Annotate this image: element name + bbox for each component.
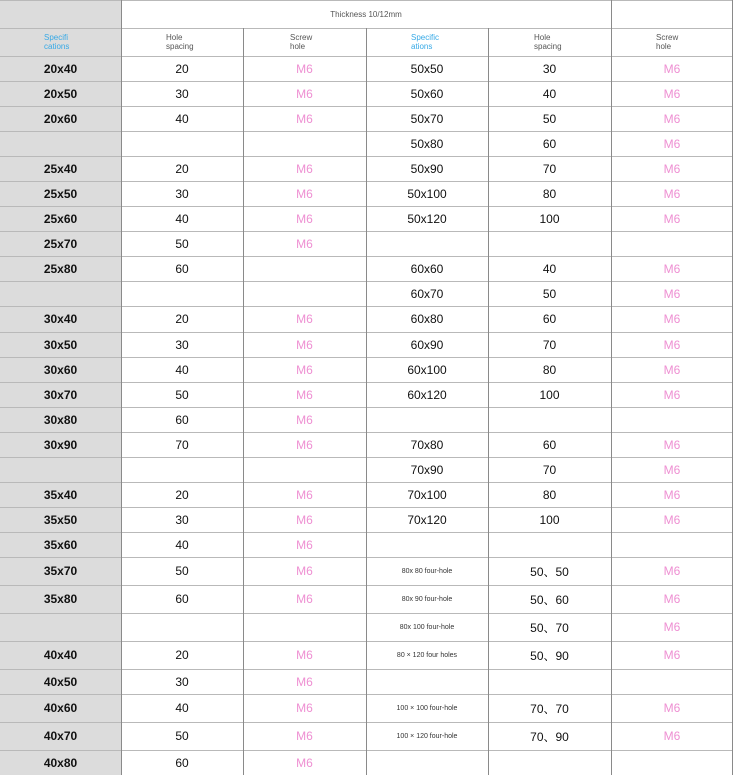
spec-cell — [0, 613, 121, 641]
spec-cell: 35x70 — [0, 557, 121, 585]
hole-spacing-cell: 60 — [175, 412, 189, 427]
hole-spacing-cell-2 — [488, 750, 611, 775]
screw-hole-cell-2: M6 — [663, 61, 681, 76]
screw-hole-cell: M6 — [296, 564, 313, 578]
hole-spacing-cell: 50 — [175, 387, 189, 402]
spec-cell-2: 50x50 — [410, 61, 444, 76]
spec-cell: 20x50 — [0, 81, 121, 106]
thickness-header: Thickness 10/12mm — [330, 9, 402, 19]
hole-spacing-cell-2: 100 — [539, 387, 560, 402]
hole-spacing-cell-2: 40 — [542, 86, 557, 101]
hole-spacing-cell-2: 60 — [542, 312, 557, 326]
spec-cell-2: 50x90 — [410, 161, 444, 176]
header-hole-spacing: Hole spacing — [166, 33, 194, 51]
screw-hole-cell-2: M6 — [663, 512, 681, 527]
hole-spacing-cell-2: 50、90 — [530, 648, 569, 663]
hole-spacing-cell-2: 30 — [542, 61, 557, 76]
spec-cell-2: 80 × 120 four holes — [396, 651, 458, 659]
spec-cell-2: 60x120 — [407, 387, 447, 402]
screw-hole-cell: M6 — [296, 387, 313, 402]
spec-cell: 25x80 — [0, 256, 121, 281]
column-divider — [611, 0, 612, 775]
header-corner-cell — [0, 0, 121, 28]
screw-hole-cell: M6 — [296, 755, 313, 770]
spec-cell-2: 60x70 — [410, 286, 444, 301]
spec-cell-2: 100 × 100 four-hole — [396, 704, 458, 712]
spec-cell: 35x60 — [0, 532, 121, 557]
hole-spacing-cell-2: 70 — [542, 337, 557, 352]
hole-spacing-cell: 30 — [175, 186, 189, 201]
spec-cell: 40x50 — [0, 669, 121, 694]
hole-spacing-cell-2: 50 — [542, 286, 557, 301]
hole-spacing-cell-2: 70 — [542, 161, 557, 176]
spec-cell-2: 70x100 — [407, 487, 447, 502]
row-divider — [0, 0, 733, 1]
screw-hole-cell-2: M6 — [663, 136, 681, 151]
screw-hole-cell: M6 — [296, 61, 313, 76]
header-specifications-2: Specific ations — [411, 33, 440, 51]
hole-spacing-cell: 50 — [175, 236, 189, 251]
hole-spacing-cell: 50 — [175, 729, 189, 743]
screw-hole-cell: M6 — [296, 648, 313, 662]
screw-hole-cell — [243, 256, 366, 281]
screw-hole-cell-2: M6 — [663, 487, 681, 502]
hole-spacing-cell — [121, 281, 243, 306]
hole-spacing-cell-2: 50、70 — [530, 620, 569, 635]
screw-hole-cell-2: M6 — [663, 161, 681, 176]
screw-hole-cell-2: M6 — [663, 312, 681, 326]
header-screw-hole-cell-2 — [611, 28, 733, 56]
hole-spacing-cell: 30 — [175, 512, 189, 527]
spec-cell-2: 50x60 — [410, 86, 444, 101]
screw-hole-cell-2: M6 — [663, 362, 681, 377]
header-hole-spacing-2: Hole spacing — [534, 33, 562, 51]
screw-hole-cell: M6 — [296, 592, 313, 606]
screw-hole-cell-2: M6 — [663, 729, 681, 743]
screw-hole-cell-2: M6 — [663, 111, 681, 126]
spec-cell — [0, 281, 121, 306]
screw-hole-cell — [243, 281, 366, 306]
screw-hole-cell-2: M6 — [663, 701, 681, 715]
spec-cell: 25x60 — [0, 206, 121, 231]
spec-cell: 30x70 — [0, 382, 121, 407]
hole-spacing-cell: 20 — [175, 61, 189, 76]
spec-cell: 25x50 — [0, 181, 121, 206]
hole-spacing-cell: 60 — [175, 261, 189, 276]
hole-spacing-cell-2 — [488, 532, 611, 557]
hole-spacing-cell-2: 80 — [542, 186, 557, 201]
spec-cell-2: 50x120 — [407, 211, 447, 226]
screw-hole-cell-2: M6 — [663, 648, 681, 662]
screw-hole-cell-2 — [611, 532, 733, 557]
spec-cell: 25x70 — [0, 231, 121, 256]
screw-hole-cell: M6 — [296, 701, 313, 715]
spec-cell: 40x70 — [0, 722, 121, 750]
header-spec-cell-2 — [366, 28, 488, 56]
hole-spacing-cell: 30 — [175, 337, 189, 352]
column-divider — [488, 28, 489, 775]
header-hole-spacing-cell-2 — [488, 28, 611, 56]
hole-spacing-cell: 70 — [175, 437, 189, 452]
spec-cell — [0, 457, 121, 482]
screw-hole-cell-2 — [611, 231, 733, 256]
hole-spacing-cell: 30 — [175, 674, 189, 689]
hole-spacing-cell-2: 50、50 — [530, 564, 569, 579]
hole-spacing-cell-2: 100 — [539, 211, 560, 226]
spec-cell — [0, 131, 121, 156]
hole-spacing-cell-2: 100 — [539, 512, 560, 527]
screw-hole-cell-2: M6 — [663, 261, 681, 276]
hole-spacing-cell — [121, 613, 243, 641]
spec-cell-2: 70x80 — [410, 437, 444, 452]
header-hole-spacing-cell — [121, 28, 243, 56]
hole-spacing-cell-2 — [488, 407, 611, 432]
screw-hole-cell-2: M6 — [663, 564, 681, 578]
spec-cell: 30x90 — [0, 432, 121, 457]
header-specifications: Specifi cations — [44, 33, 70, 51]
column-divider — [366, 28, 367, 775]
spec-cell: 35x40 — [0, 482, 121, 507]
spec-cell: 35x50 — [0, 507, 121, 532]
screw-hole-cell: M6 — [296, 211, 313, 226]
hole-spacing-cell: 20 — [175, 312, 189, 326]
spec-cell-2: 80x 80 four-hole — [401, 567, 453, 575]
spec-cell: 30x80 — [0, 407, 121, 432]
screw-hole-cell: M6 — [296, 111, 313, 126]
header-screw-hole: Screw hole — [290, 33, 313, 51]
spec-cell: 20x60 — [0, 106, 121, 131]
hole-spacing-cell: 20 — [175, 161, 189, 176]
spec-cell: 30x60 — [0, 357, 121, 382]
screw-hole-cell-2: M6 — [663, 462, 681, 477]
screw-hole-cell: M6 — [296, 437, 313, 452]
hole-spacing-cell-2: 60 — [542, 437, 557, 452]
screw-hole-cell: M6 — [296, 86, 313, 101]
hole-spacing-cell: 40 — [175, 537, 189, 552]
spec-cell-2: 60x60 — [410, 261, 444, 276]
spec-cell: 30x40 — [0, 306, 121, 332]
hole-spacing-cell-2: 40 — [542, 261, 557, 276]
screw-hole-cell: M6 — [296, 362, 313, 377]
header-screw-hole-2: Screw hole — [656, 33, 679, 51]
screw-hole-cell-2 — [611, 407, 733, 432]
screw-hole-cell-2: M6 — [663, 86, 681, 101]
spec-cell: 35x80 — [0, 585, 121, 613]
screw-hole-cell: M6 — [296, 312, 313, 326]
header-spec-cell — [0, 28, 121, 56]
screw-hole-cell — [243, 457, 366, 482]
screw-hole-cell — [243, 131, 366, 156]
spec-cell-2: 70x120 — [407, 512, 447, 527]
spec-cell-2: 60x80 — [410, 312, 444, 326]
hole-spacing-cell: 60 — [175, 755, 189, 770]
screw-hole-cell: M6 — [296, 412, 313, 427]
screw-hole-cell: M6 — [296, 236, 313, 251]
hole-spacing-cell-2: 80 — [542, 362, 557, 377]
hole-spacing-cell: 60 — [175, 592, 189, 606]
hole-spacing-cell-2: 50 — [542, 111, 557, 126]
spec-cell-2: 60x90 — [410, 337, 444, 352]
spec-cell-2: 100 × 120 four-hole — [396, 732, 458, 740]
spec-cell: 40x60 — [0, 694, 121, 722]
hole-spacing-cell: 40 — [175, 211, 189, 226]
spec-cell-2: 50x100 — [407, 186, 447, 201]
screw-hole-cell-2: M6 — [663, 211, 681, 226]
spec-cell-2: 80x 90 four-hole — [401, 595, 453, 603]
spec-cell: 30x50 — [0, 332, 121, 357]
spec-cell-2: 50x80 — [410, 136, 444, 151]
hole-spacing-cell-2: 80 — [542, 487, 557, 502]
column-divider — [243, 28, 244, 775]
screw-hole-cell-2: M6 — [663, 337, 681, 352]
screw-hole-cell — [243, 613, 366, 641]
hole-spacing-cell-2: 70、70 — [530, 701, 569, 716]
screw-hole-cell: M6 — [296, 161, 313, 176]
hole-spacing-cell: 50 — [175, 564, 189, 578]
screw-hole-cell: M6 — [296, 537, 313, 552]
spec-cell-2: 80x 100 four-hole — [399, 623, 455, 631]
spec-cell-2: 50x70 — [410, 111, 444, 126]
screw-hole-cell: M6 — [296, 186, 313, 201]
screw-hole-cell: M6 — [296, 487, 313, 502]
spec-cell: 40x40 — [0, 641, 121, 669]
hole-spacing-cell-2: 60 — [542, 136, 557, 151]
spec-cell-2 — [366, 750, 488, 775]
spec-cell-2: 60x100 — [407, 362, 447, 377]
spec-cell: 25x40 — [0, 156, 121, 181]
screw-hole-cell-2: M6 — [663, 437, 681, 452]
hole-spacing-cell: 40 — [175, 111, 189, 126]
hole-spacing-cell: 20 — [175, 487, 189, 502]
hole-spacing-cell: 30 — [175, 86, 189, 101]
spec-cell-2: 70x90 — [410, 462, 444, 477]
screw-hole-cell-2: M6 — [663, 592, 681, 606]
screw-hole-cell: M6 — [296, 512, 313, 527]
hole-spacing-cell — [121, 131, 243, 156]
hole-spacing-cell-2: 70、90 — [530, 729, 569, 744]
spec-cell-2 — [366, 407, 488, 432]
screw-hole-cell-2: M6 — [663, 387, 681, 402]
hole-spacing-cell-2: 50、60 — [530, 592, 569, 607]
column-divider — [121, 0, 122, 775]
screw-hole-cell-2 — [611, 669, 733, 694]
screw-hole-cell-2: M6 — [663, 186, 681, 201]
spec-cell: 40x80 — [0, 750, 121, 775]
spec-cell-2 — [366, 669, 488, 694]
hole-spacing-cell: 40 — [175, 362, 189, 377]
hole-spacing-cell-2 — [488, 231, 611, 256]
hole-spacing-cell-2 — [488, 669, 611, 694]
screw-hole-cell: M6 — [296, 337, 313, 352]
hole-spacing-cell: 20 — [175, 648, 189, 662]
screw-hole-cell-2 — [611, 750, 733, 775]
spec-cell: 20x40 — [0, 56, 121, 81]
spec-cell-2 — [366, 231, 488, 256]
spec-cell-2 — [366, 532, 488, 557]
screw-hole-cell-2: M6 — [663, 286, 681, 301]
hole-spacing-cell — [121, 457, 243, 482]
screw-hole-cell: M6 — [296, 674, 313, 689]
screw-hole-cell-2: M6 — [663, 620, 681, 634]
screw-hole-cell: M6 — [296, 729, 313, 743]
hole-spacing-cell: 40 — [175, 701, 189, 715]
hole-spacing-cell-2: 70 — [542, 462, 557, 477]
header-screw-hole-cell — [243, 28, 366, 56]
